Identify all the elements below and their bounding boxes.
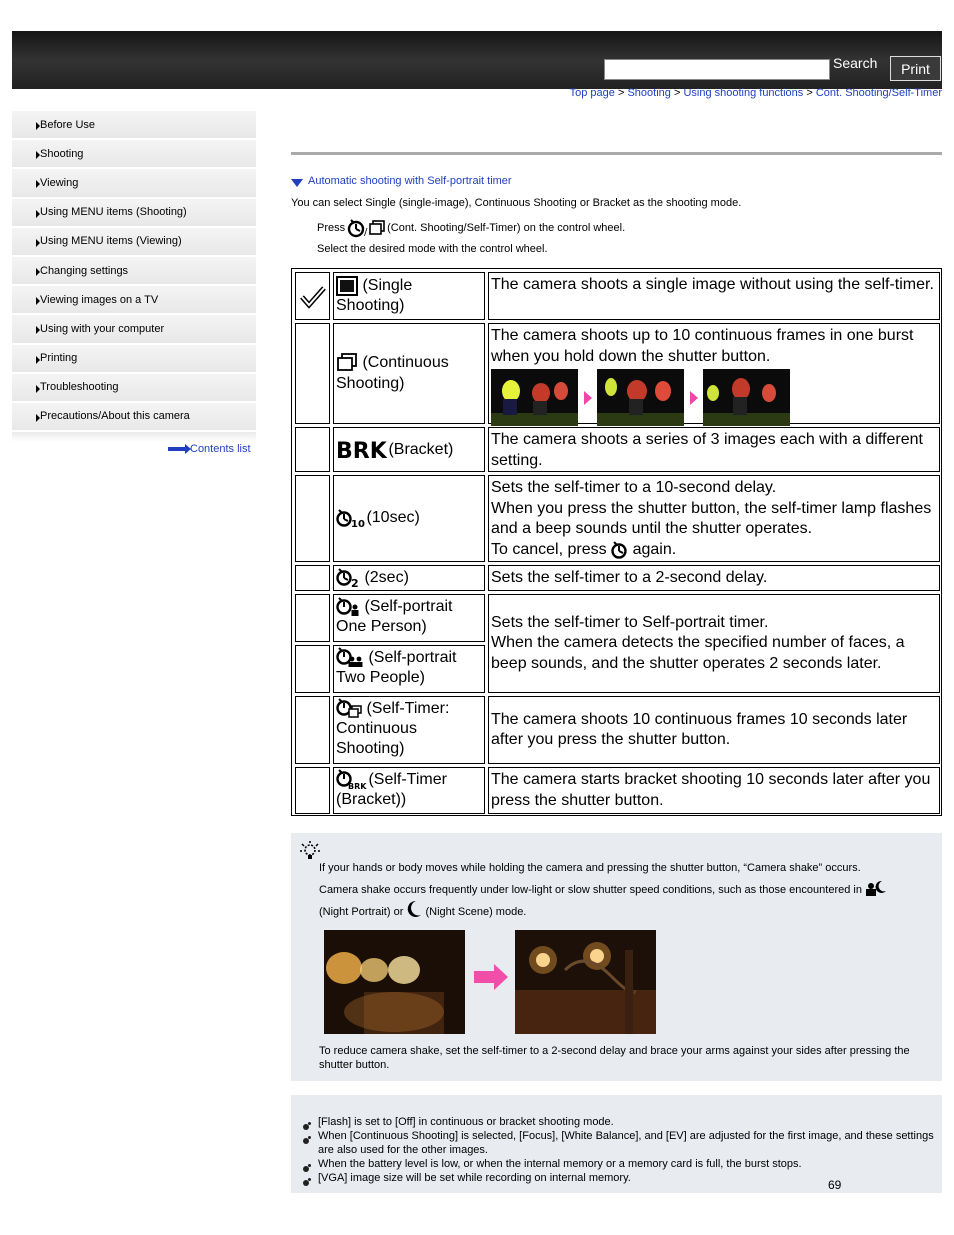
pink-arrow-icon: [474, 971, 494, 983]
self-timer-continuous-icon: [336, 699, 362, 719]
hint-text-line: [319, 880, 934, 897]
sidebar-item-label: Printing: [40, 352, 78, 365]
note-item: When the battery level is low, or when the internal memory or a memory card is full, the burst stops.: [318, 1158, 802, 1170]
note-bullet-icon: [303, 1138, 309, 1144]
sidebar-item-label: Troubleshooting: [40, 381, 119, 394]
svg-text:/: /: [364, 227, 368, 238]
breadcrumb: [570, 87, 942, 99]
table-row: [295, 767, 940, 814]
blurred-photo: [324, 930, 465, 1034]
svg-text:BRK: BRK: [348, 782, 367, 791]
empty-cell: [295, 427, 330, 472]
cancel-instruction: [491, 540, 937, 561]
mode-name: (10sec): [366, 509, 420, 527]
note-bullet-icon: [303, 1166, 309, 1172]
hint-text: (Night Scene) mode.: [425, 906, 527, 918]
sidebar: [12, 111, 256, 442]
step-2: Select the desired mode with the control wheel.: [317, 243, 548, 255]
breadcrumb-top-page[interactable]: Top page: [569, 87, 615, 99]
burst-photo: [491, 369, 578, 426]
sidebar-item-menu-viewing[interactable]: [12, 228, 256, 257]
step-1-suffix: (Cont. Shooting/Self-Timer) on the control wheel.: [387, 222, 626, 234]
mode-cell: [333, 696, 485, 764]
intro-text: You can select Single (single-image), Continuous Shooting or Bracket as the shooting mode.: [291, 197, 742, 209]
mode-name: (Bracket): [388, 440, 454, 458]
mode-description: The camera shoots a series of 3 images each with a different setting.: [488, 427, 940, 472]
mode-cell: [333, 272, 485, 320]
sidebar-item-troubleshooting[interactable]: [12, 374, 256, 403]
sidebar-item-label: Changing settings: [40, 264, 129, 277]
sidebar-item-label: Viewing: [40, 176, 79, 189]
breadcrumb-shooting[interactable]: Shooting: [627, 87, 671, 99]
breadcrumb-current[interactable]: Cont. Shooting/Self-Timer: [815, 87, 942, 99]
night-scene-icon: [406, 900, 422, 918]
step-1-prefix: Press: [317, 222, 346, 234]
triangle-right-icon: [36, 239, 40, 247]
print-button[interactable]: Print: [890, 56, 941, 81]
shooting-mode-table: [291, 268, 942, 816]
self-portrait-anchor-link[interactable]: [291, 175, 512, 187]
empty-cell: [295, 323, 330, 424]
mode-description: Sets the self-timer to a 2-second delay.: [488, 565, 940, 591]
mode-cell: [333, 475, 485, 562]
mode-cell: [333, 427, 485, 472]
hint-text: (Night Portrait) or: [319, 906, 404, 918]
triangle-right-icon: [36, 268, 40, 276]
sidebar-item-shooting[interactable]: [12, 140, 256, 169]
triangle-right-icon: [36, 210, 40, 218]
sharp-photo: [515, 930, 656, 1034]
single-shooting-icon: [336, 276, 358, 296]
sidebar-item-changing-settings[interactable]: [12, 257, 256, 286]
table-row: [295, 594, 940, 693]
search-button[interactable]: Search: [833, 55, 878, 71]
selected-cell: [295, 272, 330, 320]
note-bullet-icon: [303, 1124, 309, 1130]
sidebar-bottom: [12, 432, 256, 442]
bracket-icon: [336, 438, 387, 464]
breadcrumb-separator: >: [614, 87, 628, 99]
sidebar-item-printing[interactable]: [12, 345, 256, 374]
sidebar-item-label: Shooting: [40, 147, 84, 160]
hint-text: If your hands or body moves while holding the camera and pressing the shutter button, “Camera shake” occurs.: [319, 862, 861, 874]
mode-name: (Self-Timer (Bracket)): [336, 771, 447, 809]
table-row: [295, 475, 940, 562]
burst-photo-strip: [491, 369, 937, 426]
page-number: 69: [828, 1178, 842, 1192]
burst-photo: [703, 369, 790, 426]
sidebar-item-precautions[interactable]: [12, 403, 256, 432]
night-portrait-icon: [865, 880, 887, 896]
triangle-right-icon: [36, 122, 40, 130]
self-timer-bracket-icon: [336, 770, 367, 791]
table-row: [295, 323, 940, 424]
note-bullet-icon: [303, 1180, 309, 1186]
mode-name: (2sec): [364, 569, 409, 587]
mode-description: [488, 323, 940, 424]
contents-list-link[interactable]: [168, 443, 251, 455]
mode-description-text: Sets the self-timer to Self-portrait timer.: [491, 613, 769, 631]
mode-description-text: Sets the self-timer to a 10-second delay.: [491, 479, 777, 496]
title-divider: [291, 152, 942, 155]
svg-text:10: 10: [351, 519, 365, 531]
table-row: [295, 565, 940, 591]
search-input[interactable]: [604, 59, 830, 80]
hint-box: [291, 833, 942, 1081]
continuous-shooting-icon: [336, 353, 358, 373]
pink-arrow-icon: [690, 391, 698, 405]
mode-cell: [333, 767, 485, 814]
self-timer-10sec-icon: [336, 508, 365, 531]
hint-text: To reduce camera shake, set the self-timer to a 2-second delay and brace your arms against your sides after pressing the shutter button.: [319, 1045, 910, 1071]
note-item: [VGA] image size will be set while recording on internal memory.: [318, 1172, 631, 1184]
table-row: [295, 427, 940, 472]
sidebar-item-label: Using MENU items (Shooting): [40, 206, 187, 219]
note-item: When [Continuous Shooting] is selected, [Focus], [White Balance], and [EV] are adjusted for the first image, and these settings are also used for the other images.: [318, 1130, 934, 1156]
svg-text:BRK: BRK: [336, 438, 387, 464]
mode-description-text: The camera shoots up to 10 continuous frames in one burst when you hold down the shutter button.: [491, 327, 914, 365]
mode-name: (Self-portrait Two People): [336, 649, 457, 687]
sidebar-item-label: Using MENU items (Viewing): [40, 235, 182, 248]
triangle-right-icon: [36, 356, 40, 364]
triangle-right-icon: [36, 180, 40, 188]
empty-cell: [295, 767, 330, 814]
sidebar-item-computer[interactable]: [12, 315, 256, 344]
mode-description: [488, 475, 940, 562]
mode-description: The camera shoots a single image without using the self-timer.: [488, 272, 940, 320]
mode-cell: [333, 323, 485, 424]
cancel-prefix: To cancel, press: [491, 540, 607, 558]
sidebar-item-label: Before Use: [40, 118, 96, 131]
table-row: [295, 696, 940, 764]
sidebar-item-menu-shooting[interactable]: [12, 199, 256, 228]
triangle-right-icon: [36, 151, 40, 159]
self-timer-icon: [609, 540, 631, 560]
lightbulb-hint-icon: [299, 840, 321, 862]
sidebar-item-viewing[interactable]: [12, 169, 256, 198]
triangle-right-icon: [36, 326, 40, 334]
self-timer-2sec-icon: [336, 568, 360, 588]
contents-list-label: Contents list: [190, 443, 251, 455]
checkmark-icon: [296, 273, 329, 319]
mode-description: The camera starts bracket shooting 10 seconds later after you press the shutter button.: [488, 767, 940, 814]
burst-photo: [597, 369, 684, 426]
mode-description-text: When you press the shutter button, the self-timer lamp flashes and a beep sounds until the shutter operates.: [491, 499, 932, 537]
mode-name: (Self-Timer: Continuous Shooting): [336, 700, 450, 758]
sidebar-item-label: Using with your computer: [40, 322, 165, 335]
mode-description: The camera shoots 10 continuous frames 10 seconds later after you press the shutter button.: [488, 696, 940, 764]
empty-cell: [295, 696, 330, 764]
mode-name: (Self-portrait One Person): [336, 598, 453, 636]
mode-name: (Continuous Shooting): [336, 354, 449, 392]
empty-cell: [295, 475, 330, 562]
cancel-suffix: again.: [632, 540, 677, 558]
empty-cell: [295, 565, 330, 591]
hint-text-line: [319, 900, 934, 919]
mode-description-text: When the camera detects the specified number of faces, a beep sounds, and the shutter operates 2 seconds later.: [491, 634, 905, 672]
hint-text: Camera shake occurs frequently under low-light or slow shutter speed conditions, such as those encountered in: [319, 884, 862, 896]
table-row: [295, 272, 940, 320]
note-item: [Flash] is set to [Off] in continuous or bracket shooting mode.: [318, 1116, 614, 1128]
svg-text:2: 2: [351, 576, 359, 590]
sidebar-item-label: Precautions/About this camera: [40, 410, 190, 423]
pink-arrow-icon: [584, 391, 592, 405]
mode-cell: [333, 565, 485, 591]
triangle-right-icon: [36, 297, 40, 305]
sidebar-item-before-use[interactable]: [12, 111, 256, 140]
triangle-right-icon: [36, 385, 40, 393]
mode-description: [488, 594, 940, 693]
mode-name: (Single Shooting): [336, 277, 413, 315]
breadcrumb-separator: >: [670, 87, 684, 99]
triangle-right-icon: [36, 414, 40, 422]
sidebar-item-viewing-on-tv[interactable]: [12, 286, 256, 315]
arrow-down-icon: [291, 179, 303, 187]
self-timer-drive-icon: [347, 218, 387, 238]
breadcrumb-using-shooting-functions[interactable]: Using shooting functions: [683, 87, 804, 99]
sidebar-item-label: Viewing images on a TV: [40, 293, 159, 306]
breadcrumb-separator: >: [803, 87, 816, 99]
step-1: [317, 218, 625, 238]
notes-box: [291, 1095, 942, 1193]
arrow-right-icon: [168, 447, 186, 451]
anchor-link-label: Automatic shooting with Self-portrait timer: [308, 175, 512, 187]
